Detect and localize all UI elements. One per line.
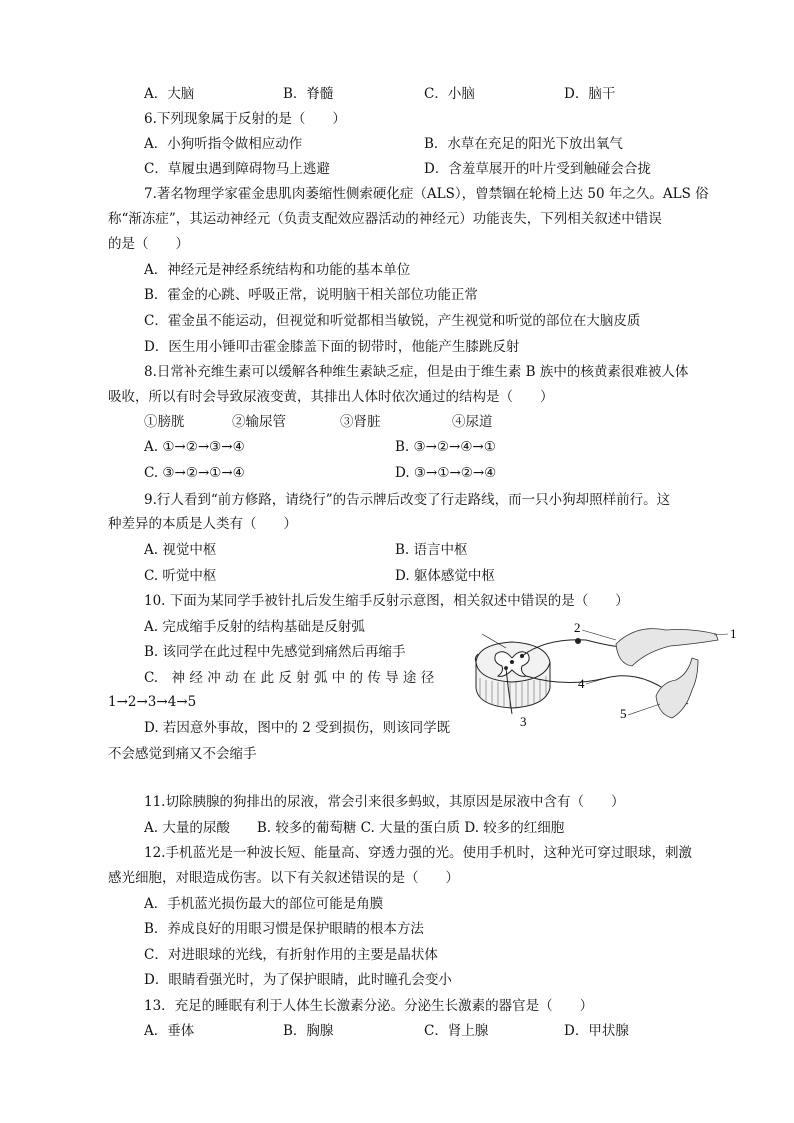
q8-item-3: ③肾脏 xyxy=(340,414,381,430)
q9-stem-line1: 9.行人看到“前方修路，请绕行”的告示牌后改变了行走路线，而一只小狗却照样前行。这 xyxy=(144,492,671,508)
q7-option-b: B．霍金的心跳、呼吸正常，说明脑干相关部位功能正常 xyxy=(144,287,478,303)
label-2: 2 xyxy=(574,620,581,635)
q12-stem-line2: 感光细胞，对眼造成伤害。以下有关叙述错误的是（ ） xyxy=(108,870,459,886)
q9-option-c: C. 听觉中枢 xyxy=(144,568,217,584)
q11-stem: 11.切除胰腺的狗排出的尿液，常会引来很多蚂蚁，其原因是尿液中含有（ ） xyxy=(144,794,625,810)
q6-option-c: C．草履虫遇到障碍物马上逃避 xyxy=(144,161,330,177)
q12-option-a: A．手机蓝光损伤最大的部位可能是角膜 xyxy=(144,896,384,912)
label-4: 4 xyxy=(578,676,585,691)
q7-stem-line1: 7.著名物理学家霍金患肌肉萎缩性侧索硬化症（ALS），曾禁锢在轮椅上达 50 年之久。ALS 俗 xyxy=(144,186,709,202)
q8-item-2: ②输尿管 xyxy=(232,414,286,430)
q7-stem-line3: 的是（ ） xyxy=(108,236,189,252)
q8-item-4: ④尿道 xyxy=(452,414,493,430)
q5-option-a: A．大脑 xyxy=(144,86,195,102)
label-5: 5 xyxy=(620,706,627,721)
q10-option-a: A. 完成缩手反射的结构基础是反射弧 xyxy=(144,619,365,635)
q10-option-c: C. 神 经 冲 动 在 此 反 射 弧 中 的 传 导 途 径 xyxy=(144,670,435,686)
q9-option-a: A. 视觉中枢 xyxy=(144,542,217,558)
q6-option-d: D．含羞草展开的叶片受到触碰会合拢 xyxy=(424,161,651,177)
q8-option-c: C. ③→②→①→④ xyxy=(144,465,245,481)
q10-stem: 10. 下面为某同学手被针扎后发生缩手反射示意图，相关叙述中错误的是（ ） xyxy=(144,593,629,609)
q13-option-d: D．甲状腺 xyxy=(564,1023,629,1039)
q10-option-b: B. 该同学在此过程中先感觉到痛然后再缩手 xyxy=(144,644,406,660)
arm-shape xyxy=(616,629,718,718)
q7-option-a: A．神经元是神经系统结构和功能的基本单位 xyxy=(144,262,411,278)
q7-option-c: C．霍金虽不能运动，但视觉和听觉都相当敏锐，产生视觉和听觉的部位在大脑皮质 xyxy=(144,313,641,329)
q10-option-d-cont: 不会感觉到痛又不会缩手 xyxy=(108,746,257,762)
q5-option-d: D．脑干 xyxy=(564,86,616,102)
q13-option-a: A．垂体 xyxy=(144,1023,195,1039)
q10-option-c-path: 1→2→3→4→5 xyxy=(108,694,197,710)
q12-stem-line1: 12.手机蓝光是一种波长短、能量高、穿透力强的光。使用手机时，这种光可穿过眼球，刺激 xyxy=(144,845,692,861)
q6-option-a: A．小狗听指令做相应动作 xyxy=(144,136,303,152)
label-3: 3 xyxy=(520,714,527,729)
q12-option-c: C．对进眼球的光线，有折射作用的主要是晶状体 xyxy=(144,947,438,963)
q6-option-b: B．水草在充足的阳光下放出氧气 xyxy=(424,136,623,152)
q8-item-1: ①膀胱 xyxy=(144,414,185,430)
q8-stem-line1: 8.日常补充维生素可以缓解各种维生素缺乏症，但是由于维生素 B 族中的核黄素很难被人体 xyxy=(144,364,689,380)
q7-stem-line2: 称“渐冻症”，其运动神经元（负责支配效应器活动的神经元）功能丧失，下列相关叙述中错误 xyxy=(108,211,662,227)
q7-option-d: D．医生用小锤叩击霍金膝盖下面的韧带时，他能产生膝跳反射 xyxy=(144,339,520,355)
q12-option-d: D．眼睛看强光时，为了保护眼睛，此时瞳孔会变小 xyxy=(144,972,452,988)
q13-option-c: C．肾上腺 xyxy=(424,1023,489,1039)
q10-option-d: D. 若因意外事故，图中的 2 受到损伤，则该同学既 xyxy=(144,720,451,736)
q8-option-b: B. ③→②→④→① xyxy=(395,439,496,455)
q6-stem: 6.下列现象属于反射的是（ ） xyxy=(144,111,346,127)
q13-option-b: B．胸腺 xyxy=(283,1023,334,1039)
spinal-cord-section xyxy=(475,642,550,708)
q5-option-c: C．小脑 xyxy=(424,86,475,102)
q9-stem-line2: 种差异的本质是人类有（ ） xyxy=(108,516,297,532)
reflex-arc-diagram xyxy=(466,618,746,730)
q8-option-d: D. ③→①→②→④ xyxy=(395,465,497,481)
q12-option-b: B．养成良好的用眼习惯是保护眼睛的根本方法 xyxy=(144,921,424,937)
q8-option-a: A. ①→②→③→④ xyxy=(144,439,245,455)
q11-options: A. 大量的尿酸 B. 较多的葡萄糖 C. 大量的蛋白质 D. 较多的红细胞 xyxy=(144,820,565,836)
q9-option-d: D. 躯体感觉中枢 xyxy=(395,568,495,584)
q13-stem: 13．充足的睡眠有利于人体生长激素分泌。分泌生长激素的器官是（ ） xyxy=(144,998,594,1014)
q8-stem-line2: 吸收，所以有时会导致尿液变黄，其排出人体时依次通过的结构是（ ） xyxy=(108,389,554,405)
label-1: 1 xyxy=(730,626,737,641)
q9-option-b: B. 语言中枢 xyxy=(395,542,468,558)
q5-option-b: B．脊髓 xyxy=(283,86,334,102)
